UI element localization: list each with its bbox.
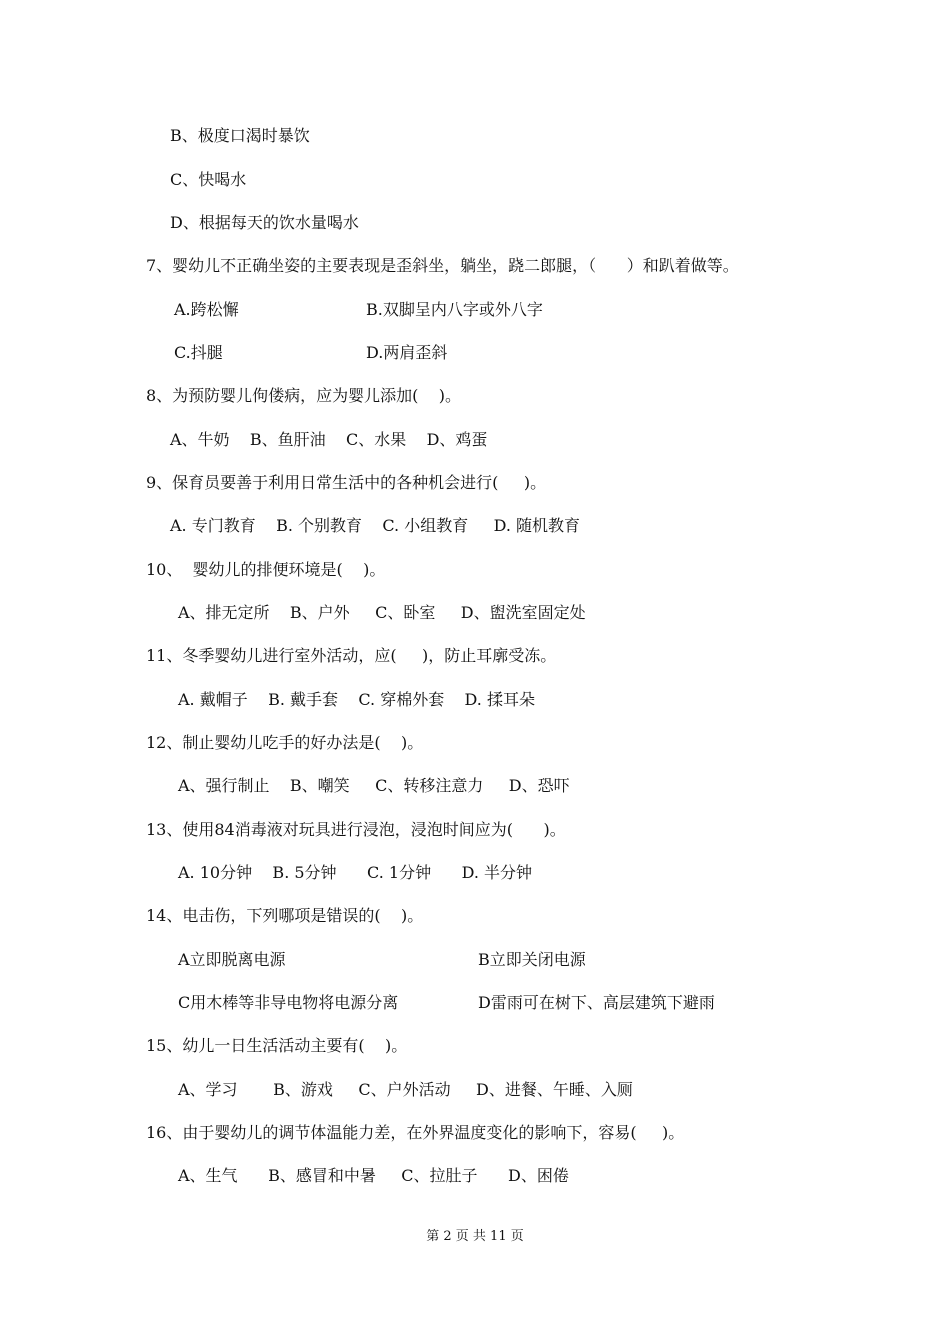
q7-option-d: D.两肩歪斜 xyxy=(366,343,448,362)
q6-option-d: D、根据每天的饮水量喝水 xyxy=(170,213,359,232)
q11-options: A. 戴帽子 B. 戴手套 C. 穿棉外套 D. 揉耳朵 xyxy=(178,690,535,709)
q13-options: A. 10分钟 B. 5分钟 C. 1分钟 D. 半分钟 xyxy=(178,863,533,882)
q16-options: A、生气 B、感冒和中暑 C、拉肚子 D、困倦 xyxy=(178,1166,569,1185)
q16-stem: 16、由于婴幼儿的调节体温能力差，在外界温度变化的影响下，容易( )。 xyxy=(146,1123,685,1142)
page-number-footer: 第 2 页 共 11 页 xyxy=(426,1229,524,1244)
q8-stem: 8、为预防婴儿佝偻病，应为婴儿添加( )。 xyxy=(146,386,462,405)
q6-option-c: C、快喝水 xyxy=(170,170,247,189)
q12-options: A、强行制止 B、嘲笑 C、转移注意力 D、恐吓 xyxy=(178,776,570,795)
q9-stem: 9、保育员要善于利用日常生活中的各种机会进行( )。 xyxy=(146,473,547,492)
q11-stem: 11、冬季婴幼儿进行室外活动，应( )，防止耳廓受冻。 xyxy=(146,646,557,665)
q14-stem: 14、电击伤，下列哪项是错误的( )。 xyxy=(146,906,424,925)
q7-option-b: B.双脚呈内八字或外八字 xyxy=(366,300,543,319)
q10-options: A、排无定所 B、户外 C、卧室 D、盥洗室固定处 xyxy=(178,603,586,622)
q14-option-d: D雷雨可在树下、高层建筑下避雨 xyxy=(478,993,715,1012)
q9-options: A. 专门教育 B. 个别教育 C. 小组教育 D. 随机教育 xyxy=(170,516,581,535)
q12-stem: 12、制止婴幼儿吃手的好办法是( )。 xyxy=(146,733,424,752)
q15-options: A、学习 B、游戏 C、户外活动 D、进餐、午睡、入厕 xyxy=(178,1080,633,1099)
q7-option-a: A.跨松懈 xyxy=(174,300,239,319)
q13-stem: 13、使用84消毒液对玩具进行浸泡，浸泡时间应为( )。 xyxy=(146,820,566,839)
q7-stem: 7、婴幼儿不正确坐姿的主要表现是歪斜坐，躺坐，跷二郎腿，（ ）和趴着做等。 xyxy=(146,256,739,275)
q15-stem: 15、幼儿一日生活活动主要有( )。 xyxy=(146,1036,408,1055)
q7-option-c: C.抖腿 xyxy=(174,343,223,362)
q14-option-b: B立即关闭电源 xyxy=(478,950,586,969)
q6-option-b: B、极度口渴时暴饮 xyxy=(170,126,310,145)
q10-stem: 10、 婴幼儿的排便环境是( )。 xyxy=(146,560,386,579)
q8-options: A、牛奶 B、鱼肝油 C、水果 D、鸡蛋 xyxy=(170,430,488,449)
q14-option-a: A立即脱离电源 xyxy=(178,950,286,969)
q14-option-c: C用木棒等非导电物将电源分离 xyxy=(178,993,399,1012)
